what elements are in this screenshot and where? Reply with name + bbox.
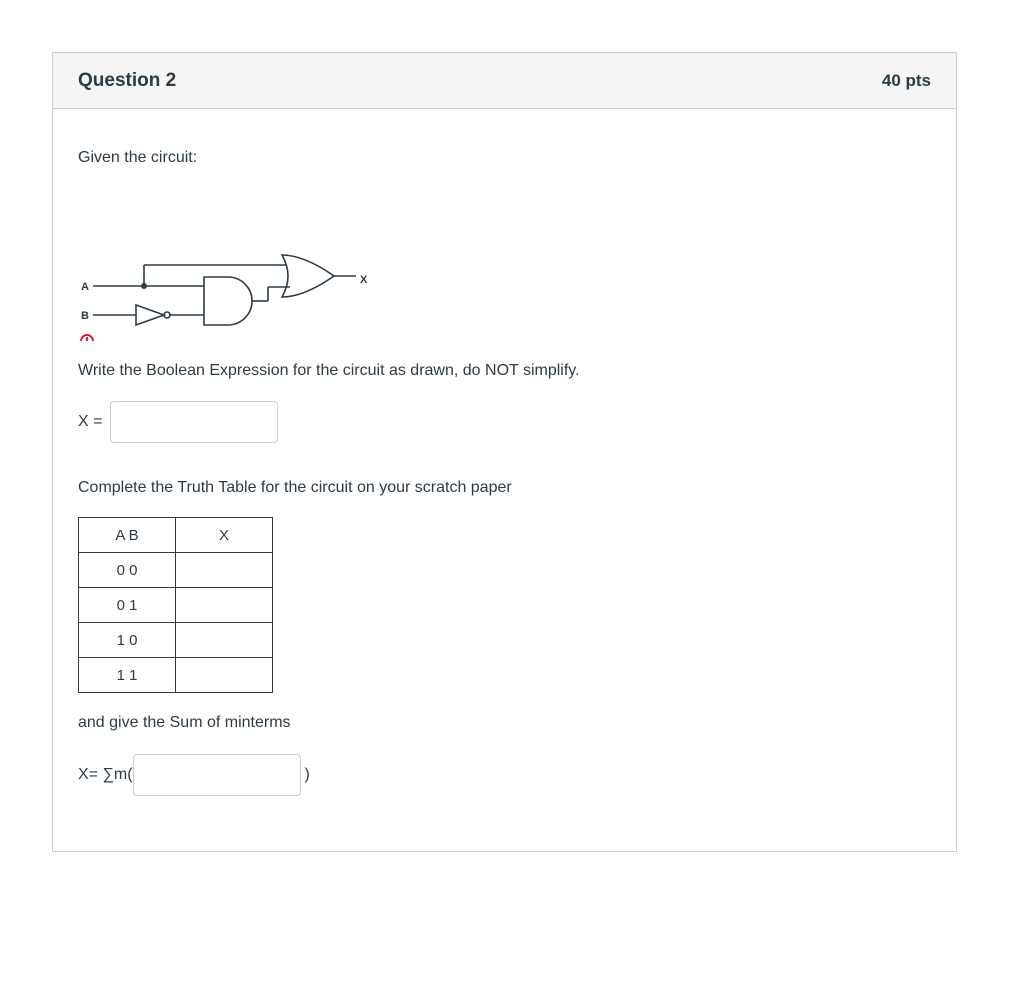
question-title: Question 2 (78, 69, 177, 91)
expression-input[interactable] (110, 401, 278, 443)
circuit-diagram (78, 243, 378, 343)
expression-answer-row (78, 401, 278, 443)
minterm-instruction: and give the Sum of minterms (78, 714, 291, 731)
truth-table-header-row (79, 518, 273, 553)
expression-instruction: Write the Boolean Expression for the circuit as drawn, do NOT simplify. (78, 362, 580, 379)
expression-label: X = (78, 413, 103, 430)
circuit-wires (93, 255, 356, 325)
given-text: Given the circuit: (78, 149, 198, 166)
truth-table-cell-x (176, 623, 273, 658)
truth-table-cell-x (176, 588, 273, 623)
minterm-answer-row (78, 754, 310, 796)
table-row (79, 658, 273, 693)
truth-table-instruction: Complete the Truth Table for the circuit on your scratch paper (78, 479, 512, 496)
circuit-label-a: A (81, 281, 89, 293)
truth-table-cell-ab: 1 0 (79, 623, 176, 658)
truth-table-cell-x (176, 553, 273, 588)
truth-table-header-ab: A B (79, 518, 176, 553)
minterm-label: X= ∑m( (78, 766, 133, 783)
truth-table-cell-x (176, 658, 273, 693)
question-card (52, 52, 957, 852)
truth-table (78, 517, 273, 693)
truth-table-header-x: X (176, 518, 273, 553)
minterm-close: ) (304, 766, 310, 783)
circuit-label-x: X (360, 274, 368, 286)
question-points: 40 pts (881, 70, 931, 90)
minterm-input[interactable] (133, 754, 301, 796)
warning-icon (80, 332, 94, 342)
truth-table-cell-ab: 0 1 (79, 588, 176, 623)
question-header (53, 53, 956, 109)
table-row (79, 623, 273, 658)
table-row (79, 553, 273, 588)
circuit-label-b: B (81, 310, 89, 322)
table-row (79, 588, 273, 623)
truth-table-cell-ab: 1 1 (79, 658, 176, 693)
truth-table-cell-ab: 0 0 (79, 553, 176, 588)
